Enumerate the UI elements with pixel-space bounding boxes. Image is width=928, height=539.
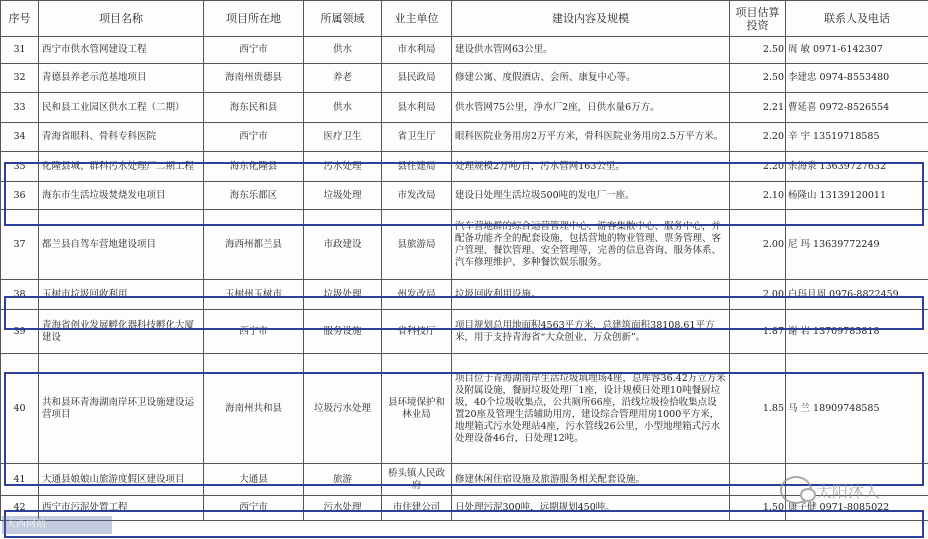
table-row <box>1 64 928 93</box>
cell-field: 污水处理 <box>304 496 382 521</box>
cell-seq: 39 <box>1 310 39 354</box>
cell-field: 垃圾处理 <box>304 280 382 310</box>
cell-budget: 2.50 <box>730 64 786 93</box>
cell-name: 化隆县城、群科污水处理厂二期工程 <box>39 152 204 182</box>
cell-owner: 市发改局 <box>382 182 452 210</box>
cell-field: 养老 <box>304 64 382 93</box>
cell-field: 污水处理 <box>304 152 382 182</box>
cell-owner: 省科技厅 <box>382 310 452 354</box>
cell-budget: 2.00 <box>730 280 786 310</box>
cell-name: 民和县工业园区供水工程（二期） <box>39 93 204 123</box>
cell-content: 项目位于青海湖南岸生活垃圾填埋场4座，总库容36.42万立方米及附属设施，餐厨垃圾处理厂1座，设计规模日处理10吨餐厨垃圾，40个垃圾收集点，公共厕所66座，沿线垃圾捡拾收集点设置20座及管理生活辅助用房，建设综合管理用房1000平方米，地埋箱式污水处理站4座，污水管线26公里，小型地埋箱式污水处理设备46台，日处理12吨。 <box>452 354 730 464</box>
cell-seq: 32 <box>1 64 39 93</box>
table-row <box>1 93 928 123</box>
cell-owner: 县住建局 <box>382 152 452 182</box>
cell-field: 旅游 <box>304 464 382 496</box>
cell-name: 都兰县自驾车营地建设项目 <box>39 210 204 280</box>
cell-seq: 33 <box>1 93 39 123</box>
cell-content: 修建公寓、度假酒店、会所、康复中心等。 <box>452 64 730 93</box>
cell-owner: 州发改局 <box>382 280 452 310</box>
cell-content: 修建休闲住宿设施及旅游服务相关配套设施。 <box>452 464 730 496</box>
cell-budget <box>730 464 786 496</box>
cell-contact: 余海泉 13639727632 <box>786 152 928 182</box>
cell-seq: 36 <box>1 182 39 210</box>
cell-location: 海南州贵德县 <box>204 64 304 93</box>
header-budget: 项目估算投资 <box>730 1 786 37</box>
cell-owner: 省卫生厅 <box>382 123 452 152</box>
cell-budget: 1.87 <box>730 310 786 354</box>
cell-owner: 市住建公司 <box>382 496 452 521</box>
cell-owner: 市水利局 <box>382 37 452 64</box>
table-row <box>1 123 928 152</box>
cell-field: 服务设施 <box>304 310 382 354</box>
cell-owner: 县民政局 <box>382 64 452 93</box>
cell-contact: 曹延喜 0972-8526554 <box>786 93 928 123</box>
table-row <box>1 310 928 354</box>
cell-location: 西宁市 <box>204 37 304 64</box>
cell-seq: 37 <box>1 210 39 280</box>
site-stamp: 大西网站 <box>2 516 112 534</box>
header-content: 建设内容及规模 <box>452 1 730 37</box>
cell-content: 建设供水管网63公里。 <box>452 37 730 64</box>
cell-content: 日处理污泥300吨，远期规划450吨。 <box>452 496 730 521</box>
cell-location: 海东化隆县 <box>204 152 304 182</box>
cell-field: 市政建设 <box>304 210 382 280</box>
header-owner: 业主单位 <box>382 1 452 37</box>
table-row <box>1 182 928 210</box>
cell-location: 西宁市 <box>204 123 304 152</box>
cell-name: 青德县养老示范基地项目 <box>39 64 204 93</box>
cell-contact: 尼 玛 13639772249 <box>786 210 928 280</box>
cell-location: 玉树州玉树市 <box>204 280 304 310</box>
cell-budget: 2.20 <box>730 123 786 152</box>
chat-bubble-icon <box>780 476 812 504</box>
header-location: 项目所在地 <box>204 1 304 37</box>
cell-content: 垃圾回收利用设施。 <box>452 280 730 310</box>
cell-name: 共和县环青海湖南岸环卫设施建设运营项目 <box>39 354 204 464</box>
table-row <box>1 37 928 64</box>
cell-budget: 2.00 <box>730 210 786 280</box>
cell-field: 供水 <box>304 93 382 123</box>
cell-contact: 辛 宇 13519718585 <box>786 123 928 152</box>
cell-location: 西宁市 <box>204 310 304 354</box>
cell-budget: 2.50 <box>730 37 786 64</box>
cell-location: 大通县 <box>204 464 304 496</box>
cell-field: 垃圾处理 <box>304 182 382 210</box>
watermark-text: 太阳沐人 <box>816 481 881 501</box>
cell-location: 西宁市 <box>204 496 304 521</box>
header-field: 所属领域 <box>304 1 382 37</box>
cell-field: 供水 <box>304 37 382 64</box>
cell-name: 玉树市垃圾回收利用 <box>39 280 204 310</box>
table-row <box>1 280 928 310</box>
header-contact: 联系人及电话 <box>786 1 928 37</box>
cell-name: 海东市生活垃圾焚烧发电项目 <box>39 182 204 210</box>
cell-contact: 周 敏 0971-6142307 <box>786 37 928 64</box>
cell-name: 大通县娘娘山旅游度假区建设项目 <box>39 464 204 496</box>
cell-owner: 县环境保护和林业局 <box>382 354 452 464</box>
table-row <box>1 354 928 464</box>
cell-name: 西宁市供水管网建设工程 <box>39 37 204 64</box>
cell-name: 青海省创业发展孵化器科技孵化大厦建设 <box>39 310 204 354</box>
cell-field: 垃圾污水处理 <box>304 354 382 464</box>
cell-content: 处理规模2万吨/日，污水管网163公里。 <box>452 152 730 182</box>
cell-seq: 35 <box>1 152 39 182</box>
cell-name: 青海省眼科、骨科专科医院 <box>39 123 204 152</box>
table-row <box>1 152 928 182</box>
cell-seq: 31 <box>1 37 39 64</box>
table-row <box>1 210 928 280</box>
cell-contact: 杨隆山 13139120011 <box>786 182 928 210</box>
cell-seq: 41 <box>1 464 39 496</box>
header-name: 项目名称 <box>39 1 204 37</box>
watermark <box>780 470 920 510</box>
cell-content: 眼科医院业务用房2万平方米，骨科医院业务用房2.5万平方米。 <box>452 123 730 152</box>
cell-field: 医疗卫生 <box>304 123 382 152</box>
cell-owner: 桥头镇人民政府 <box>382 464 452 496</box>
cell-seq: 40 <box>1 354 39 464</box>
cell-budget: 2.20 <box>730 152 786 182</box>
cell-location: 海东乐都区 <box>204 182 304 210</box>
cell-seq: 34 <box>1 123 39 152</box>
header-seq: 序号 <box>1 1 39 37</box>
cell-location: 海西州都兰县 <box>204 210 304 280</box>
cell-contact: 李建忠 0974-8553480 <box>786 64 928 93</box>
cell-content: 汽车营地群的综合运营管理中心、游客集散中心、服务中心，并配备功能齐全的配套设施，包括营地的物业管理、票务管理、客户管理、餐饮管理、安全管理等，完善的信息咨询、服务体系、汽车修理维护、多种餐饮娱乐服务。 <box>452 210 730 280</box>
cell-seq: 42 <box>1 496 39 521</box>
cell-owner: 县水利局 <box>382 93 452 123</box>
cell-contact: 康子健 0971-8085022 <box>786 496 928 521</box>
cell-contact: 白玛旦周 0976-8822459 <box>786 280 928 310</box>
cell-content: 建设日处理生活垃圾500吨的发电厂一座。 <box>452 182 730 210</box>
cell-content: 项目规划总用地面积4563平方米，总建筑面积38108.61平方米，用于支持青海省“大众创业、万众创新”。 <box>452 310 730 354</box>
cell-seq: 38 <box>1 280 39 310</box>
cell-contact: 谢 岩 13709785818 <box>786 310 928 354</box>
table-header-row <box>1 1 928 37</box>
cell-budget: 1.85 <box>730 354 786 464</box>
cell-budget: 2.21 <box>730 93 786 123</box>
cell-budget: 2.10 <box>730 182 786 210</box>
cell-location: 海南州共和县 <box>204 354 304 464</box>
cell-name: 西宁市污泥处置工程 <box>39 496 204 521</box>
cell-location: 海东民和县 <box>204 93 304 123</box>
cell-budget: 1.50 <box>730 496 786 521</box>
cell-owner: 县旅游局 <box>382 210 452 280</box>
cell-contact: 马 兰 18909748585 <box>786 354 928 464</box>
cell-content: 供水管网75公里，净水厂2座，日供水量6万方。 <box>452 93 730 123</box>
